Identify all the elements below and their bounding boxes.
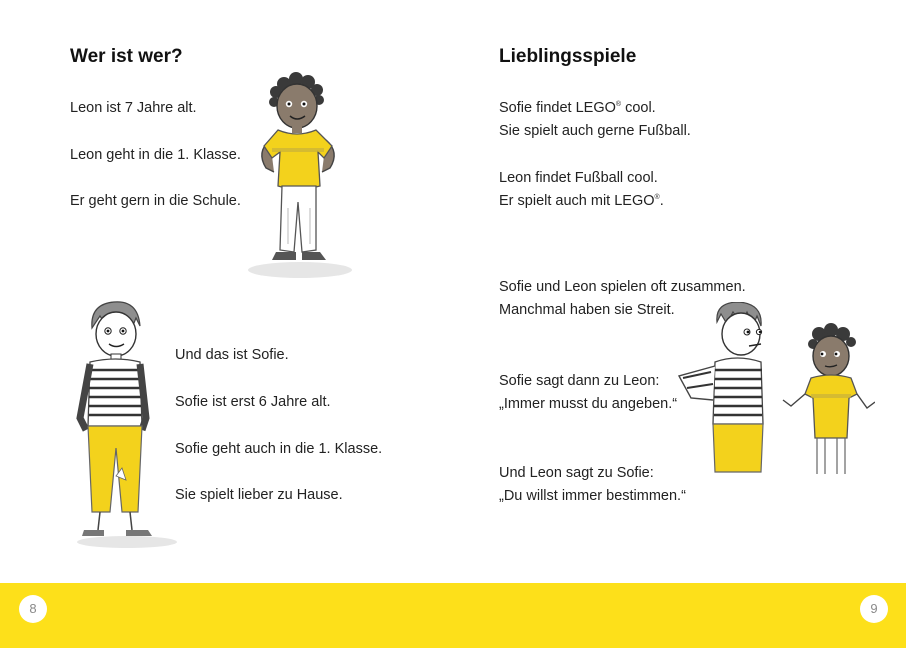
text-line: Sofie und Leon spielen oft zusammen. [499, 279, 746, 295]
leon-line: Leon geht in die 1. Klasse. [70, 147, 241, 163]
text-fragment: cool. [621, 100, 656, 116]
text-line: „Immer musst du angeben.“ [499, 396, 678, 412]
leon-line: Leon ist 7 Jahre alt. [70, 100, 197, 116]
page-title: Lieblingsspiele [499, 46, 637, 67]
registered-mark: ® [615, 101, 622, 109]
page-number: 9 [860, 595, 888, 623]
text-line: Sofie sagt dann zu Leon: [499, 373, 660, 389]
text-line: Manchmal haben sie Streit. [499, 302, 675, 318]
text-line: „Du willst immer bestimmen.“ [499, 488, 686, 504]
registered-mark: ® [654, 194, 660, 202]
text-fragment: . [659, 193, 664, 209]
right-page [453, 0, 906, 648]
page-title: Wer ist wer? [70, 46, 183, 67]
sofie-line: Und das ist Sofie. [175, 347, 289, 363]
text-fragment: Sofie findet LEGO [499, 100, 616, 116]
text-line: Und Leon sagt zu Sofie: [499, 465, 654, 481]
sofie-line: Sofie ist erst 6 Jahre alt. [175, 394, 331, 410]
footer-band [0, 583, 906, 648]
text-line [499, 190, 664, 213]
sofie-illustration [72, 298, 182, 550]
text-fragment: Er spielt auch mit LEGO [499, 193, 655, 209]
text-line: Sie spielt auch gerne Fußball. [499, 123, 691, 139]
arguing-illustration [675, 302, 875, 482]
text-line [499, 97, 656, 120]
text-line: Leon findet Fußball cool. [499, 170, 658, 186]
leon-line: Er geht gern in die Schule. [70, 193, 241, 209]
sofie-line: Sie spielt lieber zu Hause. [175, 487, 343, 503]
leon-illustration [222, 68, 352, 280]
sofie-line: Sofie geht auch in die 1. Klasse. [175, 441, 383, 457]
page-number: 8 [19, 595, 47, 623]
